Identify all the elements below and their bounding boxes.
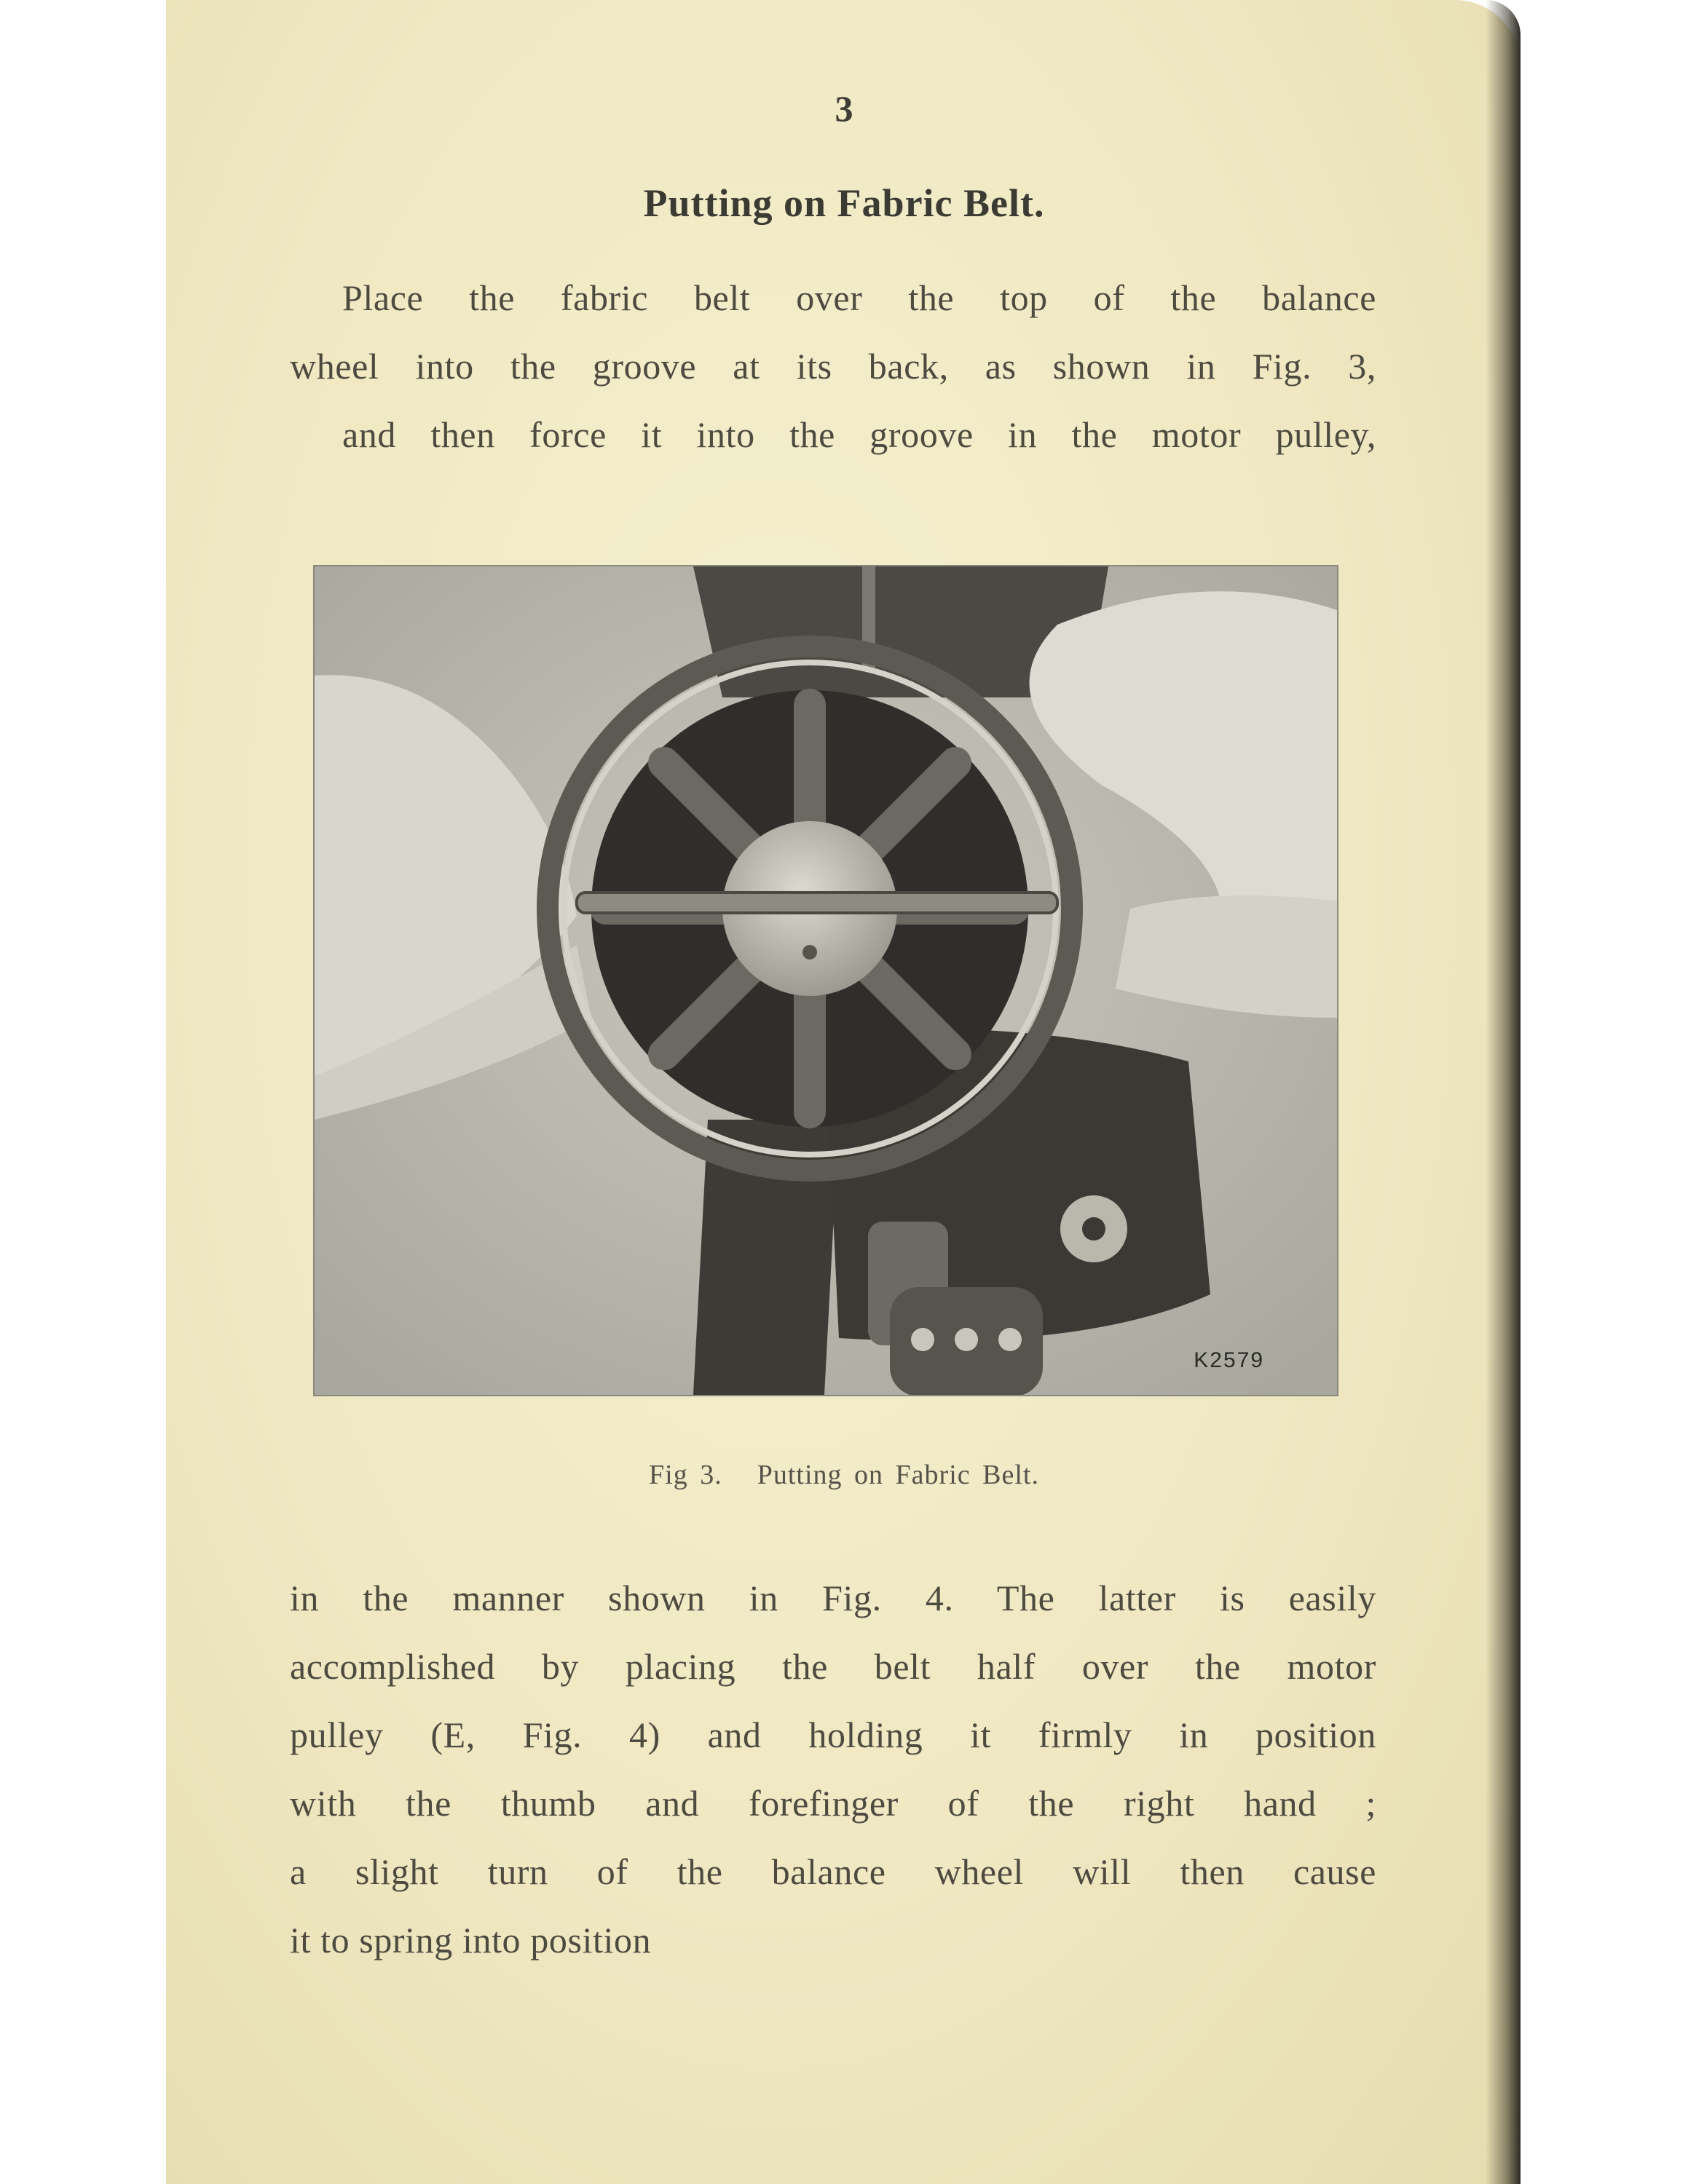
text-line: Place the fabric belt over the top of the balance [342, 277, 1376, 318]
text-line: accomplished by placing the belt half over the motor [290, 1646, 1376, 1687]
figure-photo [315, 566, 1337, 1395]
figure-code: K2579 [1194, 1348, 1264, 1372]
paragraph-bottom [290, 1564, 1376, 1974]
text-line: pulley (E, Fig. 4) and holding it firmly in position [290, 1714, 1376, 1755]
paragraph-top [290, 264, 1376, 469]
section-heading: Putting on Fabric Belt. [643, 181, 1045, 225]
page-edge-shadow [1486, 0, 1521, 2184]
caption-label: Fig 3. [649, 1460, 722, 1490]
text-line: in the manner shown in Fig. 4. The latter is easily [290, 1578, 1376, 1618]
figure-caption [0, 1459, 1688, 1491]
page-number: 3 [835, 88, 853, 129]
text-line: and then force it into the groove in the motor pulley, [342, 414, 1376, 455]
text-line: it to spring into position [290, 1920, 652, 1961]
text-line: with the thumb and forefinger of the right hand ; [290, 1783, 1376, 1824]
text-line: wheel into the groove at its back, as shown in Fig. 3, [290, 346, 1376, 387]
balance-wheel-illustration [315, 566, 1337, 1395]
text-line: a slight turn of the balance wheel will then cause [290, 1851, 1376, 1892]
caption-text: Putting on Fabric Belt. [757, 1460, 1039, 1490]
background-margin [1521, 0, 1688, 2184]
